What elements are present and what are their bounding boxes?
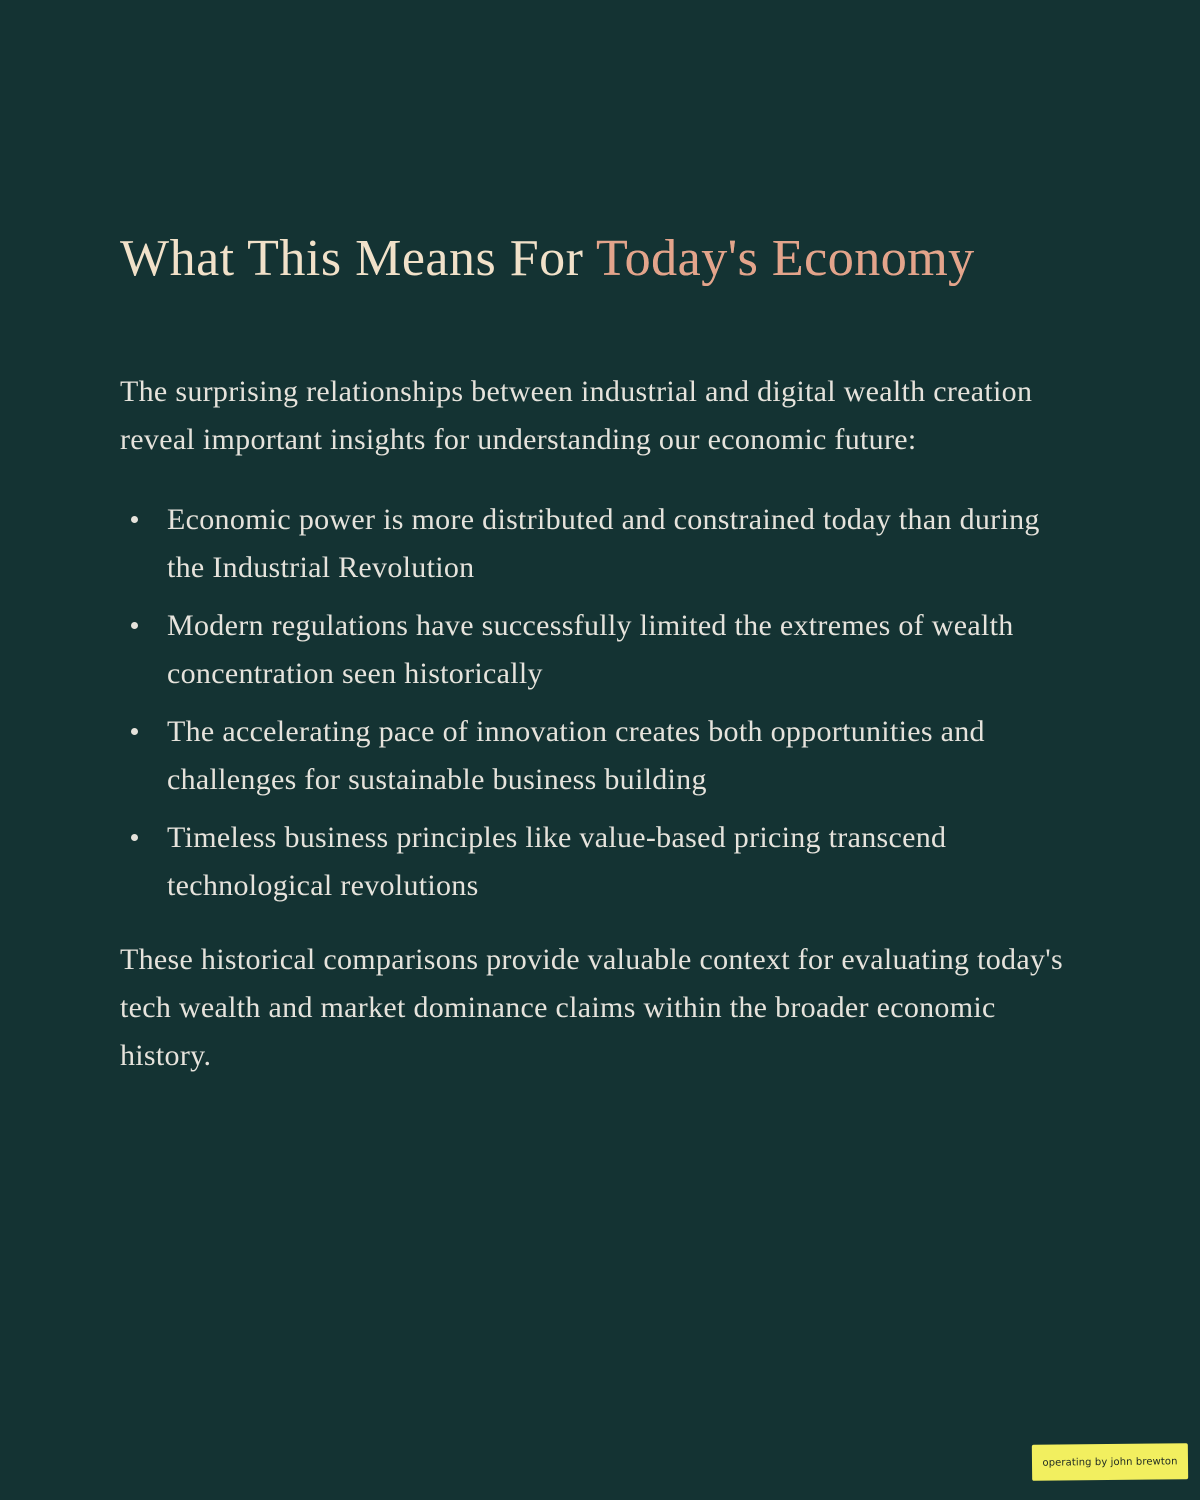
bullet-dot-icon bbox=[131, 834, 138, 841]
article-content bbox=[120, 226, 1080, 1080]
signature-tag: operating by john brewton bbox=[1032, 1443, 1188, 1481]
list-item bbox=[120, 496, 1080, 592]
list-item-text: Modern regulations have successfully limited the extremes of wealth concentration seen historically bbox=[167, 609, 1014, 690]
list-item bbox=[120, 708, 1080, 804]
list-item-text: Timeless business principles like value-based pricing transcend technological revolutions bbox=[167, 821, 947, 902]
list-item bbox=[120, 814, 1080, 910]
list-item bbox=[120, 602, 1080, 698]
intro-paragraph: The surprising relationships between industrial and digital wealth creation reveal important insights for understanding our economic future: bbox=[120, 375, 1033, 456]
bullet-dot-icon bbox=[131, 728, 138, 735]
bullet-dot-icon bbox=[131, 622, 138, 629]
bullet-dot-icon bbox=[131, 516, 138, 523]
page-title bbox=[120, 226, 1080, 292]
title-lead: What This Means For bbox=[120, 230, 597, 287]
title-accent: Today's Economy bbox=[596, 230, 975, 287]
key-points-list bbox=[120, 496, 1080, 910]
list-item-text: Economic power is more distributed and constrained today than during the Industrial Revolution bbox=[167, 503, 1040, 584]
list-item-text: The accelerating pace of innovation creates both opportunities and challenges for sustainable business building bbox=[167, 715, 985, 796]
closing-paragraph: These historical comparisons provide valuable context for evaluating today's tech wealth and market dominance claims within the broader economic history. bbox=[120, 943, 1063, 1072]
